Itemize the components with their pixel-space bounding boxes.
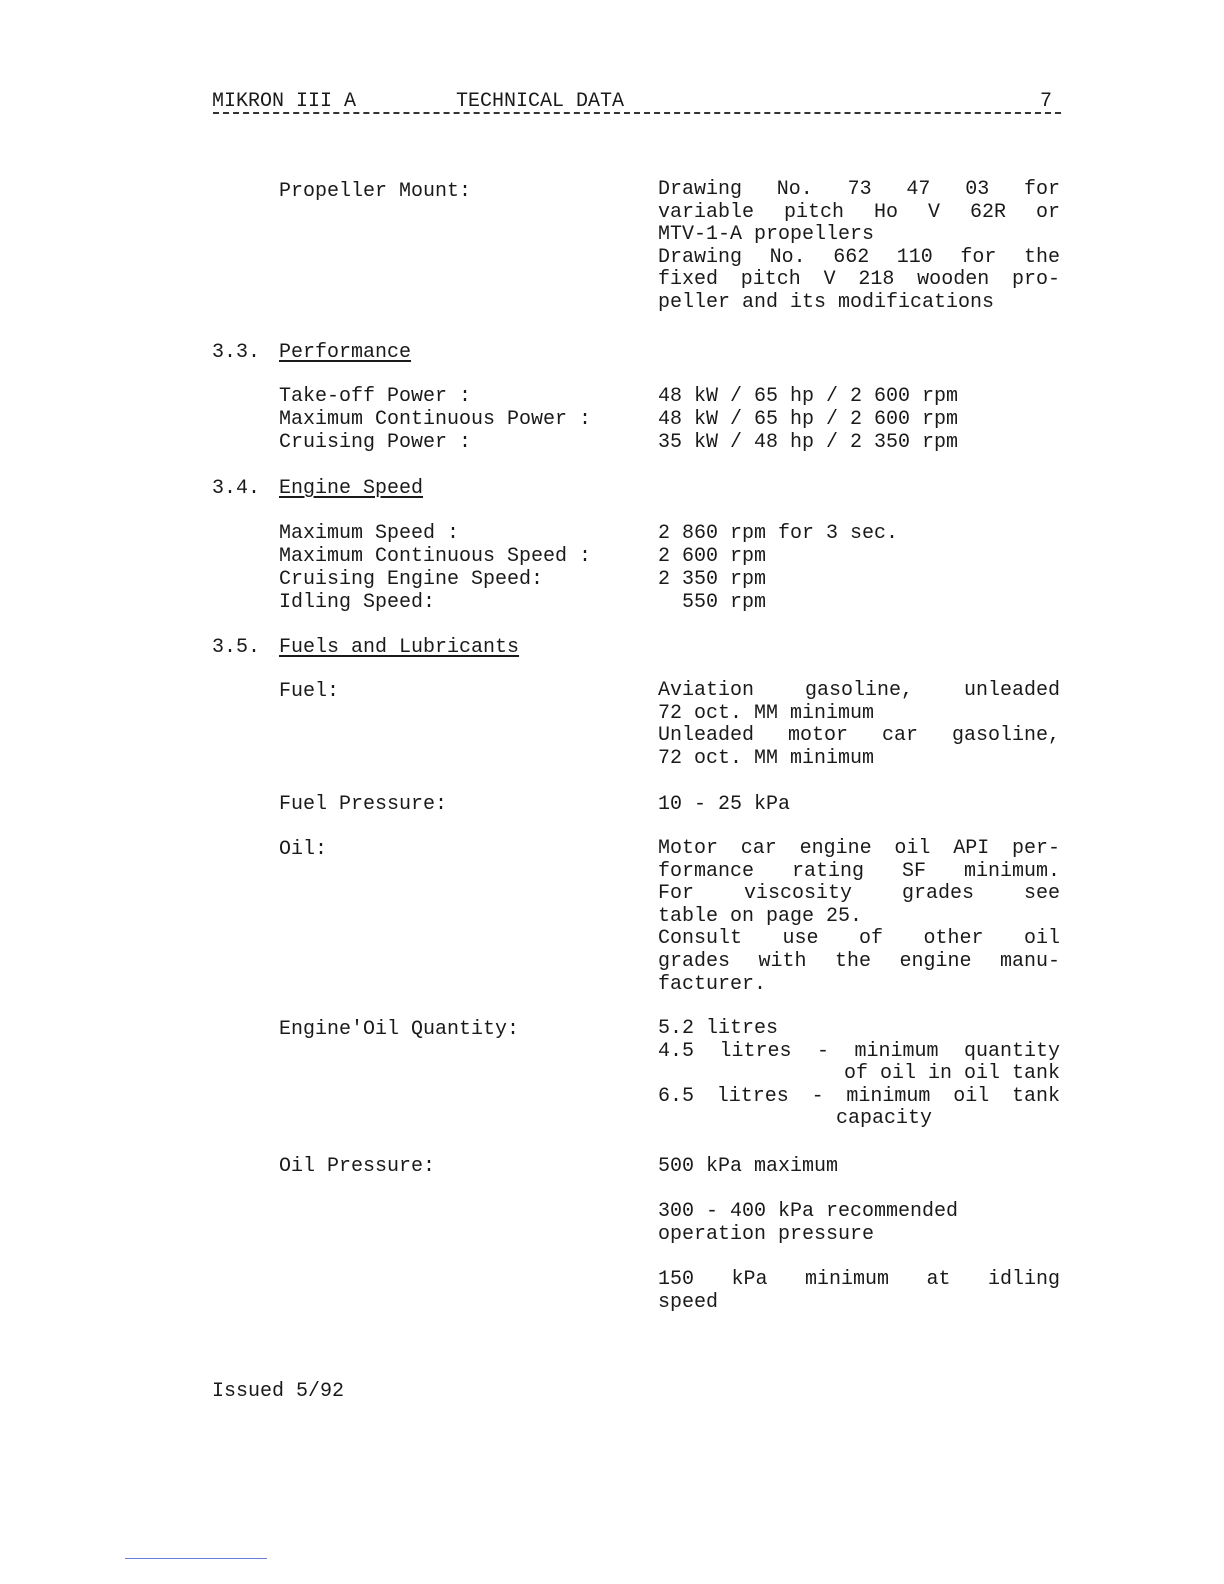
- section-title-engine-speed: Engine Speed: [279, 477, 424, 500]
- oil-line: table on page 25.: [658, 904, 863, 928]
- section-number: 3.5.: [212, 636, 261, 659]
- oil-pressure-recommended: [658, 1201, 1060, 1246]
- propeller-line: peller and its modifications: [658, 290, 995, 314]
- header-title: TECHNICAL DATA: [456, 90, 625, 113]
- oil-quantity-line: 6.5 litres - minimum oil tank: [658, 1084, 1060, 1108]
- propeller-line: Drawing No. 73 47 03 for: [658, 178, 1060, 201]
- propeller-mount-value: [658, 179, 1060, 315]
- oil-pressure-min-line: 150 kPa minimum at idling: [658, 1268, 1060, 1291]
- propeller-line: Drawing No. 662 110 for the: [658, 245, 1060, 269]
- fuel-label: Fuel:: [279, 680, 340, 703]
- section-number: 3.4.: [212, 477, 261, 500]
- fuel-pressure-value: 10 - 25 kPa: [658, 793, 791, 816]
- max-continuous-speed-label: Maximum Continuous Speed :: [279, 545, 592, 568]
- oil-pressure-label: Oil Pressure:: [279, 1155, 436, 1178]
- oil-line: For viscosity grades see: [658, 882, 1060, 906]
- oil-quantity-line: of oil in oil tank: [843, 1062, 1060, 1086]
- max-speed-label: Maximum Speed :: [279, 522, 460, 545]
- oil-line: formance rating SF minimum.: [658, 859, 1060, 883]
- fuel-line: 72 oct. MM minimum: [658, 701, 875, 725]
- cruising-power-label: Cruising Power :: [279, 431, 472, 454]
- page-number: 7: [1040, 90, 1053, 113]
- page-edge-rule: [125, 1558, 267, 1559]
- fuel-pressure-label: Fuel Pressure:: [279, 793, 448, 816]
- oil-quantity-line: capacity: [836, 1107, 933, 1131]
- oil-line: Consult use of other oil: [658, 927, 1060, 951]
- oil-line: grades with the engine manu-: [658, 949, 1060, 973]
- propeller-mount-label: Propeller Mount:: [279, 180, 472, 203]
- oil-pressure-max: 500 kPa maximum: [658, 1155, 839, 1178]
- oil-quantity-line: 4.5 litres - minimum quantity: [658, 1039, 1060, 1063]
- max-speed-value: 2 860 rpm for 3 sec.: [658, 522, 899, 545]
- oil-line: facturer.: [658, 972, 767, 996]
- section-title-performance: Performance: [279, 341, 412, 364]
- oil-quantity-value: [658, 1018, 1060, 1131]
- fuel-line: Unleaded motor car gasoline,: [658, 724, 1060, 748]
- cruising-power-value: 35 kW / 48 hp / 2 350 rpm: [658, 431, 959, 454]
- max-continuous-power-label: Maximum Continuous Power :: [279, 408, 592, 431]
- oil-value: [658, 838, 1060, 996]
- section-title-fuels: Fuels and Lubricants: [279, 636, 520, 659]
- idling-speed-label: Idling Speed:: [279, 591, 436, 614]
- fuel-line: Aviation gasoline, unleaded: [658, 679, 1060, 702]
- max-continuous-power-value: 48 kW / 65 hp / 2 600 rpm: [658, 408, 959, 431]
- oil-line: Motor car engine oil API per-: [658, 837, 1060, 860]
- oil-pressure-minimum: [658, 1269, 1060, 1314]
- propeller-line: MTV-1-A propellers: [658, 223, 875, 247]
- fuel-value: [658, 680, 1060, 770]
- section-number: 3.3.: [212, 341, 261, 364]
- propeller-line: fixed pitch V 218 wooden pro-: [658, 268, 1060, 292]
- max-continuous-speed-value: 2 600 rpm: [658, 545, 767, 568]
- propeller-line: variable pitch Ho V 62R or: [658, 200, 1060, 224]
- takeoff-power-value: 48 kW / 65 hp / 2 600 rpm: [658, 385, 959, 408]
- oil-pressure-rec-line: 300 - 400 kPa recommended: [658, 1200, 959, 1223]
- oil-label: Oil:: [279, 838, 328, 861]
- oil-quantity-label: Engine'Oil Quantity:: [279, 1018, 520, 1041]
- cruising-speed-value: 2 350 rpm: [658, 568, 767, 591]
- issued-date: Issued 5/92: [212, 1380, 345, 1403]
- fuel-line: 72 oct. MM minimum: [658, 746, 875, 770]
- header-model: MIKRON III A: [212, 90, 357, 113]
- cruising-speed-label: Cruising Engine Speed:: [279, 568, 544, 591]
- header-divider: [213, 112, 1061, 114]
- oil-quantity-line: 5.2 litres: [658, 1017, 779, 1040]
- oil-pressure-min-line: speed: [658, 1290, 719, 1314]
- idling-speed-value: 550 rpm: [658, 591, 767, 614]
- takeoff-power-label: Take-off Power :: [279, 385, 472, 408]
- oil-pressure-rec-line: operation pressure: [658, 1222, 875, 1246]
